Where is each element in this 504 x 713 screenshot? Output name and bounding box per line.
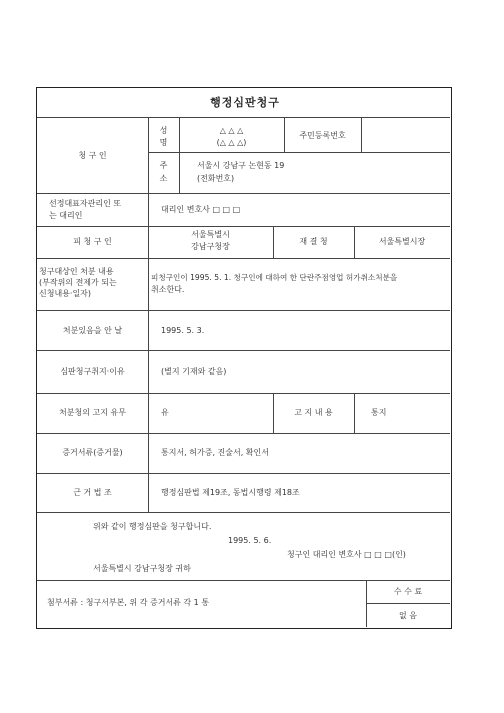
row-divider xyxy=(37,473,450,474)
form-title: 행정심판청구 xyxy=(210,96,280,109)
declaration-statement: 위와 같이 행정심판을 청구합니다. xyxy=(93,522,212,531)
subject-value: 피청구인이 1995. 5. 1. 청구인에 대하여 한 단란주점영업 허가취소처분을 xyxy=(151,273,398,282)
row-divider xyxy=(37,117,450,118)
known-date-label: 처분있음을 안 날 xyxy=(62,326,123,335)
representative-label: 선정대표자관리인 또 xyxy=(49,199,122,208)
address-label: 주 xyxy=(159,161,168,170)
known-date-value: 1995. 5. 3. xyxy=(161,326,205,335)
subject-label: 신청내용·일자) xyxy=(39,289,92,298)
subject-label: 청구대상인 처분 내용 xyxy=(39,267,114,276)
purpose-label: 심판청구취지·이유 xyxy=(60,367,125,376)
address-label: 소 xyxy=(159,174,168,183)
subject-value: 취소한다. xyxy=(151,285,185,294)
row-divider xyxy=(366,603,450,604)
row-divider xyxy=(37,433,450,434)
row-divider xyxy=(37,258,450,259)
row-divider xyxy=(148,152,450,153)
notice-label: 처분청의 고지 유무 xyxy=(59,408,126,417)
declaration-signer: 청구인 대리인 변호사 □ □ □(인) xyxy=(287,550,406,559)
column-divider xyxy=(361,117,362,153)
claimant-name: △ △ △ xyxy=(219,126,244,135)
respondent-value: 강남구청장 xyxy=(191,242,230,251)
subject-label: (부작위의 전제가 되는 xyxy=(39,278,117,287)
notice-content-value: 통지 xyxy=(371,408,387,417)
fee-label: 수 수 료 xyxy=(393,587,423,596)
claimant-phone: (전화번호) xyxy=(197,174,235,183)
claimant-label: 청 구 인 xyxy=(78,151,107,160)
decision-authority-value: 서울특별시장 xyxy=(378,237,426,246)
row-divider xyxy=(37,393,450,394)
fee-value: 없 음 xyxy=(399,611,417,620)
representative-label: 는 대리인 xyxy=(49,211,83,220)
resident-number-label: 주민등록번호 xyxy=(299,131,346,140)
column-divider xyxy=(354,393,355,434)
respondent-value: 서울특별시 xyxy=(191,230,230,239)
representative-value: 대리인 변호사 □ □ □ xyxy=(161,205,241,214)
row-divider xyxy=(37,193,450,194)
row-divider xyxy=(37,310,450,311)
notice-value: 유 xyxy=(161,408,169,417)
administrative-appeal-form xyxy=(36,87,452,629)
attachments: 첨부서류 : 청구서부본, 위 각 증거서류 각 1 통 xyxy=(47,598,210,607)
name-label: 성 xyxy=(159,126,168,135)
row-divider xyxy=(37,226,450,227)
purpose-value: (별지 기재와 같음) xyxy=(161,367,227,376)
row-divider xyxy=(37,580,450,581)
claimant-address: 서울시 강남구 논현동 19 xyxy=(197,161,285,170)
declaration-date: 1995. 5. 6. xyxy=(228,536,272,545)
name-label: 명 xyxy=(159,138,168,147)
row-divider xyxy=(37,512,450,513)
basis-label: 근 거 법 조 xyxy=(73,488,112,497)
declaration-addressee: 서울특별시 강남구청장 귀하 xyxy=(93,564,191,573)
basis-value: 행정심판법 제19조, 동법시행령 제18조 xyxy=(161,488,300,497)
evidence-label: 증거서류(증거물) xyxy=(62,448,123,457)
row-divider xyxy=(37,350,450,351)
decision-authority-label: 재 결 청 xyxy=(299,237,328,246)
evidence-value: 통지서, 허가증, 진술서, 확인서 xyxy=(161,448,269,457)
respondent-label: 피 청 구 인 xyxy=(73,237,112,246)
claimant-name-alt: (△ △ △) xyxy=(216,138,247,147)
notice-content-label: 고 지 내 용 xyxy=(294,408,333,417)
